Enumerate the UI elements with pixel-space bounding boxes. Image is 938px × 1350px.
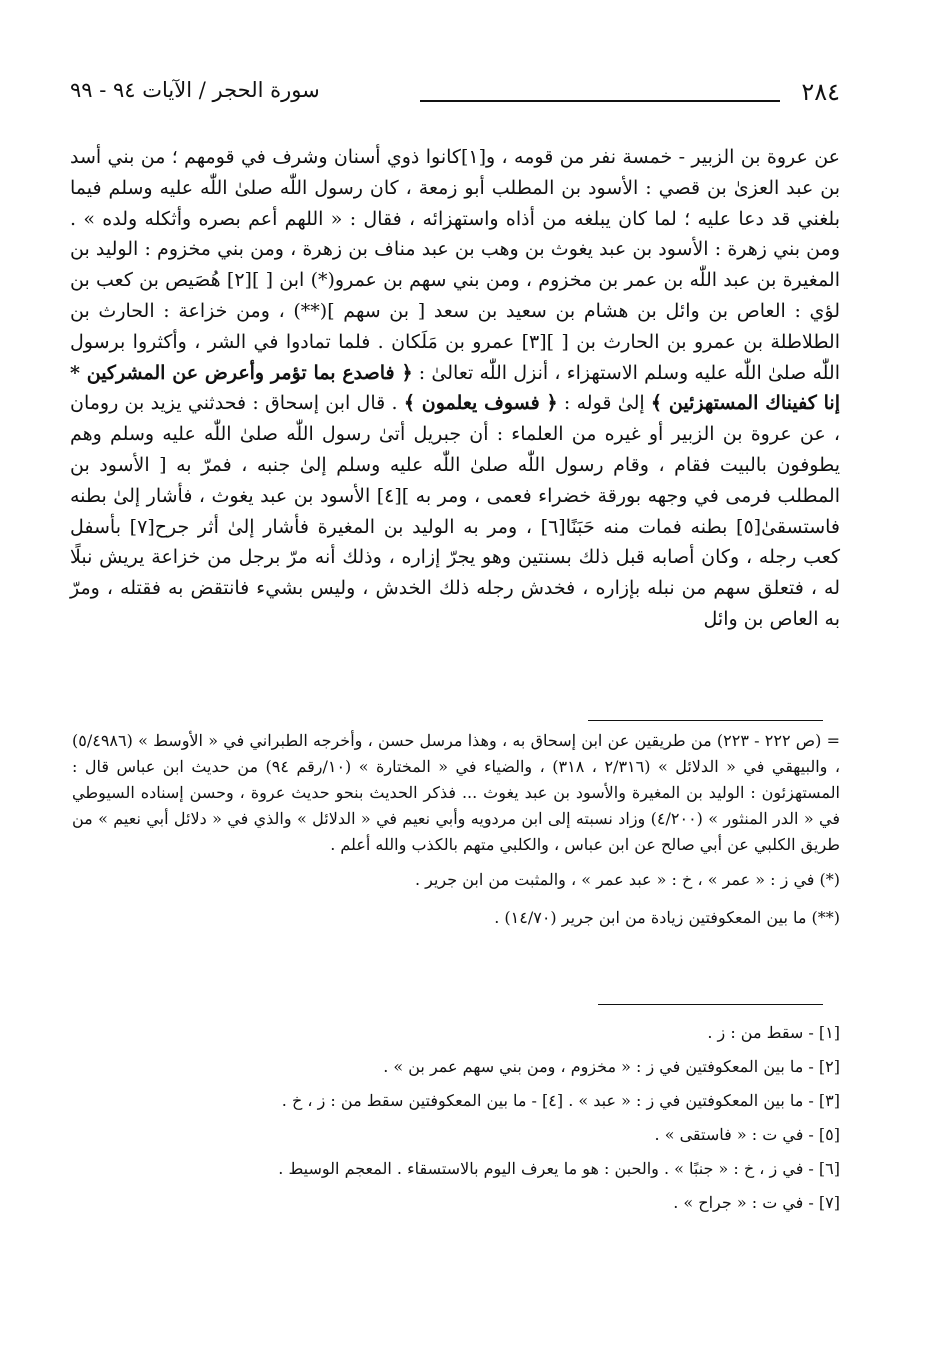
quran-verse: ﴿ فاصدع بما تؤمر وأعرض عن المشركين * إنا كفيناك المستهزئين ﴾ — [70, 361, 840, 415]
variant-note: [٣] - ما بين المعكوفتين في ز : « عبد » . [٤] - ما بين المعكوفتين سقط من : ز ، خ . — [281, 1091, 840, 1110]
variant-note: [٢] - ما بين المعكوفتين في ز : « مخزوم ، ومن بني سهم عمر بن » . — [383, 1057, 840, 1076]
footnote-continuation: = (ص ٢٢٢ - ٢٢٣) من طريقين عن ابن إسحاق به ، وهذا مرسل حسن ، وأخرجه الطبراني في « الأوسط » (٥/٤٩٨٦) ، والبيهقي في « الدلائل » (٢/٣١٦ ، ٣١٨) ، والضياء في « المختارة » (١٠/رقم ٩٤) من حديث ابن عباس قال : المستهزئون : الوليد بن المغيرة والأسود بن عبد يغوث ... فذكر الحديث بنحو حديث عروة ، وحسن إسناده السيوطي في « الدر المنثور » (٤/٢٠٠) وزاد نسبته إلى ابن مردويه وأبي نعيم في « الدلائل » والذي في « دلائل أبي نعيم » من طريق الكلبي عن أبي صالح عن ابن عباس ، والكلبي متهم بالكذب والله أعلم . — [72, 731, 841, 854]
main-text — [70, 142, 840, 635]
footnotes — [72, 728, 840, 934]
header-rule — [420, 100, 780, 102]
page-number: ٢٨٤ — [801, 78, 840, 106]
variant-note: [٦] - في ز ، خ : « جنبًا » . والحبن : هو ما يعرف اليوم بالاستسقاء . المعجم الوسيط . — [278, 1159, 840, 1178]
footnote-separator — [588, 720, 823, 721]
page-header — [70, 78, 840, 118]
quran-verse: ﴿ فسوف يعلمون ﴾ — [403, 392, 558, 415]
variant-note: [١] - سقط من : ز . — [707, 1023, 840, 1042]
variant-note: [٥] - في ت : « فاستقى » . — [654, 1125, 840, 1144]
variants-separator — [598, 1004, 823, 1005]
footnote-star: (*) في ز : « عمر » ، خ : « عبد عمر » ، والمثبت من ابن جرير . — [414, 870, 840, 889]
main-paragraph: عن عروة بن الزبير - خمسة نفر من قومه ، و[١]كانوا ذوي أسنان وشرف في قومهم ؛ من بني أسد بن عبد العزىٰ بن قصي : الأسود بن المطلب أبو زمعة ، كان رسول اللّٰه صلىٰ اللّٰه عليه وسلم فيما بلغني قد دعا عليه ؛ لما كان يبلغه من أذاه واستهزائه ، فقال : « اللهم أعم بصره وأثكله ولده » . ومن بني زهرة : الأسود بن عبد يغوث بن وهب بن عبد مناف بن زهرة ، ومن بني مخزوم : الوليد بن المغيرة بن عبد اللّٰه بن عمر بن مخزوم ، ومن بني سهم بن عمرو(*) ابن [ ][٢] هُصَيص بن كعب بن لؤي : العاص بن وائل بن هشام بن سعيد بن سعد [ بن سهم ](**) ، ومن خزاعة : الحارث بن الطلاطلة بن عمرو بن الحارث بن [ ][٣] عمرو بن مَلَكان . فلما تمادوا في الشر ، وأكثروا برسول اللّٰه صلىٰ اللّٰه عليه وسلم الاستهزاء ، أنزل اللّٰه تعالىٰ : ﴿ فاصدع بما تؤمر وأعرض عن المشركين * إنا كفيناك المستهزئين ﴾ إلىٰ قوله : ﴿ فسوف يعلمون ﴾ . قال ابن إسحاق : فحدثني يزيد بن رومان ، عن عروة بن الزبير أو غيره من العلماء : أن جبريل أتىٰ رسول اللّٰه صلىٰ اللّٰه عليه وسلم وهم يطوفون بالبيت فقام ، وقام رسول اللّٰه صلىٰ اللّٰه عليه وسلم إلىٰ جنبه ، فمرّ به [ الأسود بن المطلب فرمى في وجهه بورقة خضراء فعمى ، ومر به ][٤] الأسود بن عبد يغوث ، فأشار إلىٰ بطنه فاستسقىٰ[٥] بطنه فمات منه حَبَنًا[٦] ، ومر به الوليد بن المغيرة فأشار إلىٰ أثر جرح[٧] بأسفل كعب رجله ، وكان أصابه قبل ذلك بسنتين وهو يجرّ إزاره ، وذلك أنه مرّ برجل من خزاعة يريش نبلًا له ، فتعلق سهم من نبله بإزاره ، فخدش رجله ذلك الخدش ، وليس بشيء فانتقض به فقتله ، ومرّ به العاص بن وائل — [70, 146, 841, 630]
manuscript-variants — [72, 1016, 840, 1220]
variant-note: [٧] - في ت : « جراح » . — [673, 1193, 840, 1212]
running-title: سورة الحجر / الآيات ٩٤ - ٩٩ — [70, 78, 320, 102]
footnote-star: (**) ما بين المعكوفتين زيادة من ابن جرير (١٤/٧٠) . — [494, 908, 840, 927]
